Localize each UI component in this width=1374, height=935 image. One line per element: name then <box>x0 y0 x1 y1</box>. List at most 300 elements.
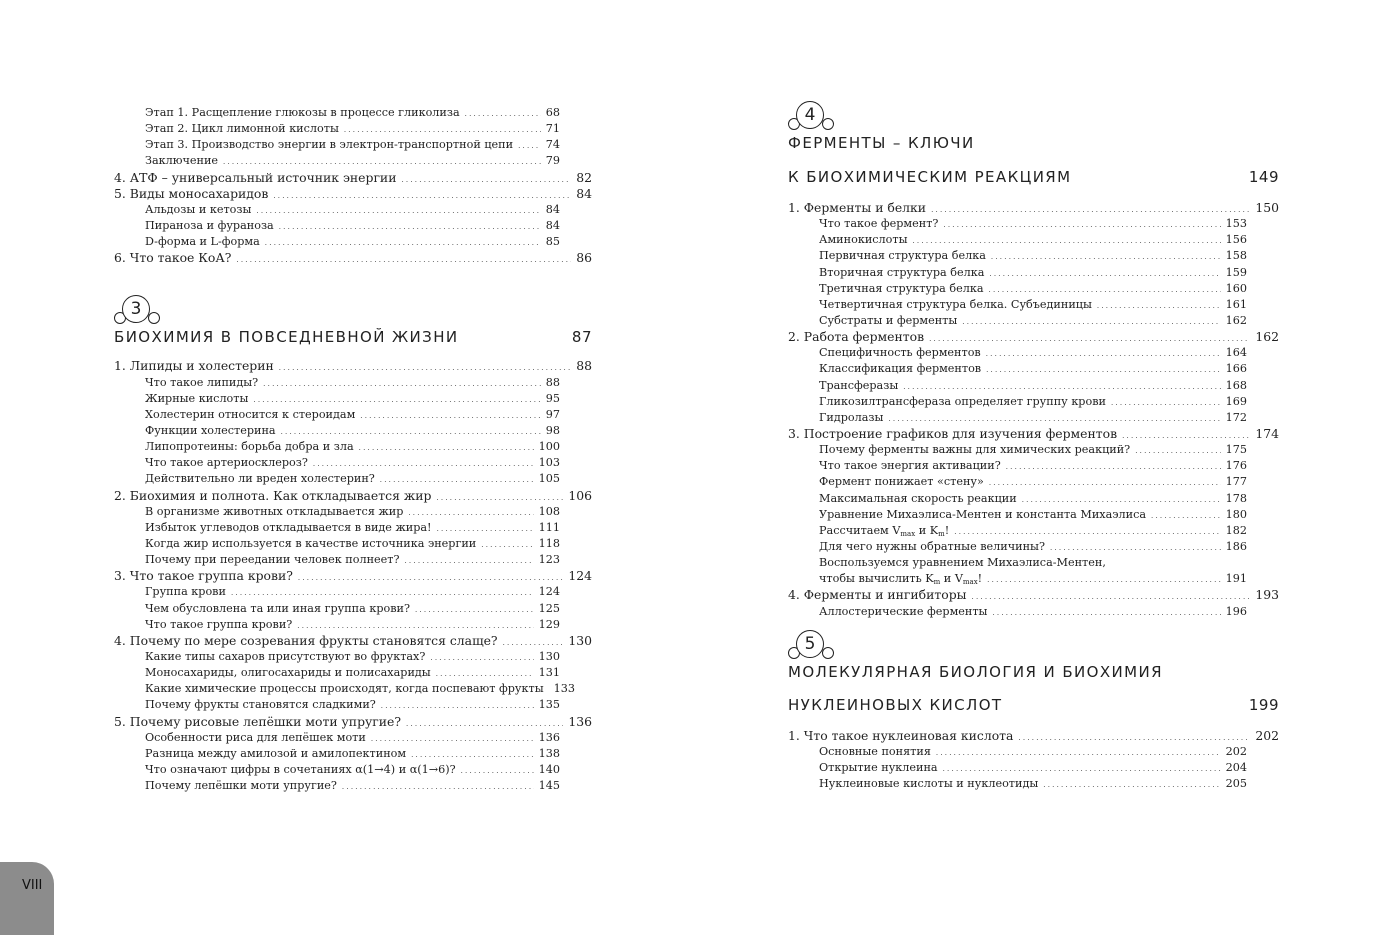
toc-subsection-entry[interactable] <box>788 776 1279 792</box>
toc-subsection-entry[interactable] <box>114 601 592 617</box>
toc-section-entry[interactable] <box>114 714 592 730</box>
chapter-5 <box>788 630 1279 793</box>
toc-section-entry[interactable] <box>788 426 1279 442</box>
toc-subsection-entry[interactable] <box>788 539 1279 555</box>
dot-leader <box>263 375 541 391</box>
dot-leader <box>381 697 534 713</box>
toc-entry-text: В организме животных откладывается жир <box>145 504 404 518</box>
dot-leader <box>404 552 533 568</box>
dot-leader <box>989 281 1221 297</box>
toc-entry-page: 138 <box>538 746 560 760</box>
toc-entry-page: 159 <box>1225 265 1247 279</box>
toc-entry-text: Что означают цифры в сочетаниях α(1→4) и α(1→6)? <box>145 762 456 776</box>
dot-leader <box>1043 776 1220 792</box>
dot-leader <box>503 633 564 649</box>
dot-leader <box>1022 491 1221 507</box>
toc-entry-page: 108 <box>538 504 560 518</box>
toc-entry-text: Альдозы и кетозы <box>145 202 252 216</box>
toc-entry-page: 136 <box>538 730 560 744</box>
toc-entry-text: Субстраты и ферменты <box>819 313 958 327</box>
toc-entry-text: Третичная структура белка <box>819 281 984 295</box>
dot-leader <box>265 234 541 250</box>
toc-entry-text: Открытие нуклеина <box>819 760 938 774</box>
dot-leader <box>903 378 1220 394</box>
dot-leader <box>415 601 534 617</box>
dot-leader <box>297 617 533 633</box>
toc-entry-page: 175 <box>1225 443 1247 457</box>
toc-entry-page: 186 <box>1225 539 1247 553</box>
toc-subsection-entry[interactable] <box>114 455 592 471</box>
toc-entry-page: 97 <box>545 407 560 421</box>
toc-entry-text: 3. Что такое группа крови? <box>114 568 293 584</box>
dot-leader <box>1111 394 1221 410</box>
chapter-title-line2[interactable] <box>788 696 1279 726</box>
chapter-title-text: К БИОХИМИЧЕСКИМ РЕАКЦИЯМ <box>788 168 1072 186</box>
formula-text: Рассчитаем V <box>819 523 901 537</box>
toc-entry-text: Почему лепёшки моти упругие? <box>145 779 337 793</box>
toc-entry-text: Основные понятия <box>819 744 931 758</box>
toc-subsection-entry[interactable] <box>114 730 592 746</box>
dot-leader <box>1122 426 1250 442</box>
toc-entry-page: 168 <box>1225 378 1247 392</box>
dot-leader <box>888 410 1220 426</box>
dot-leader <box>406 714 563 730</box>
toc-subsection-entry[interactable] <box>114 746 592 762</box>
toc-entry-page: 140 <box>538 762 560 776</box>
dot-leader <box>436 665 534 681</box>
toc-entry-page: 79 <box>545 154 560 168</box>
toc-section-chapter2-continued <box>114 105 592 266</box>
toc-entry-text: Особенности риса для лепёшек моти <box>145 730 366 744</box>
dot-leader <box>371 730 534 746</box>
toc-entry-page: 74 <box>545 138 560 152</box>
dot-leader <box>342 778 534 794</box>
toc-subsection-entry[interactable] <box>788 604 1279 620</box>
toc-entry-text: Разница между амилозой и амилопектином <box>145 746 407 760</box>
toc-entry-text: Гликозилтрансфераза определяет группу крови <box>819 394 1106 408</box>
toc-section-entry[interactable] <box>114 633 592 649</box>
toc-entry-text: Что такое липиды? <box>145 375 259 389</box>
toc-entry-text: Пираноза и фураноза <box>145 218 274 232</box>
toc-section-entry[interactable] <box>114 186 592 202</box>
toc-entry-text: Чем обусловлена та или иная группа крови? <box>145 601 410 615</box>
toc-entry-line <box>788 555 1279 571</box>
toc-subsection-entry[interactable] <box>788 248 1279 264</box>
toc-entry-page: 150 <box>1255 200 1279 215</box>
dot-leader <box>298 568 563 584</box>
chapter-page-number: 87 <box>571 328 592 347</box>
toc-section-entry[interactable] <box>788 728 1279 744</box>
toc-entry-page: 145 <box>538 779 560 793</box>
toc-subsection-entry[interactable] <box>114 536 592 552</box>
formula-text: чтобы вычислить K <box>819 572 934 586</box>
toc-subsection-entry[interactable] <box>114 234 592 250</box>
toc-entry-text: Жирные кислоты <box>145 391 249 405</box>
toc-entry-page: 166 <box>1225 362 1247 376</box>
dot-leader <box>991 248 1221 264</box>
formula-text: и V <box>940 572 963 586</box>
toc-entry-page: 191 <box>1225 572 1247 586</box>
toc-entry-text: Что такое фермент? <box>819 217 939 231</box>
chapter-page-number: 199 <box>1248 695 1279 714</box>
toc-subsection-entry[interactable] <box>788 571 1279 587</box>
dot-leader <box>1006 458 1221 474</box>
toc-subsection-entry[interactable] <box>114 617 592 633</box>
toc-entry-text: Почему фрукты становятся сладкими? <box>145 698 376 712</box>
toc-entry-page: 172 <box>1225 410 1247 424</box>
toc-entry-page: 158 <box>1225 249 1247 263</box>
dot-leader <box>279 218 541 234</box>
toc-entry-text: Трансферазы <box>819 378 899 392</box>
dot-leader <box>273 186 571 202</box>
dot-leader <box>962 313 1220 329</box>
dot-leader <box>954 523 1220 539</box>
toc-entry-page: 82 <box>576 169 592 185</box>
toc-entry-text: Группа крови <box>145 585 226 599</box>
toc-entry-text: Уравнение Михаэлиса-Ментен и константа Михаэлиса <box>819 507 1147 521</box>
toc-subsection-entry[interactable] <box>788 281 1279 297</box>
toc-entry-page: 100 <box>538 440 560 454</box>
formula-text: ! <box>944 523 950 537</box>
subscript: max <box>900 529 916 538</box>
toc-entry-text: Гидролазы <box>819 410 884 424</box>
toc-entry-page: 85 <box>545 235 560 249</box>
toc-subsection-entry[interactable] <box>114 681 592 697</box>
toc-subsection-entry[interactable] <box>114 504 592 520</box>
chapter-title-text: ФЕРМЕНТЫ – КЛЮЧИ <box>788 134 975 152</box>
chapter-3 <box>114 295 592 794</box>
toc-entry-text: Какие химические процессы происходят, когда поспевают фрукты <box>145 682 544 696</box>
dot-leader <box>989 474 1221 490</box>
toc-entry-page: 162 <box>1255 329 1279 345</box>
toc-entry-page: 164 <box>1225 346 1247 360</box>
toc-subsection-entry[interactable] <box>114 665 592 681</box>
toc-entry-page: 84 <box>545 202 560 216</box>
dot-leader <box>1097 297 1221 313</box>
chapter-title[interactable] <box>114 328 592 356</box>
toc-subsection-entry[interactable] <box>114 391 592 407</box>
dot-leader <box>359 439 534 455</box>
toc-entry-text: Что такое энергия активации? <box>819 459 1001 473</box>
toc-entry-page: 193 <box>1255 587 1279 603</box>
dot-leader <box>430 649 533 665</box>
toc-section-entry[interactable] <box>114 358 592 374</box>
toc-entry-page: 161 <box>1225 297 1247 311</box>
toc-subsection-entry[interactable] <box>788 313 1279 329</box>
toc-entry-page: 131 <box>538 666 560 680</box>
dot-leader <box>1151 507 1221 523</box>
toc-subsection-entry[interactable] <box>114 121 592 137</box>
toc-entry-text: 2. Работа ферментов <box>788 329 925 345</box>
toc-entry-text: Этап 2. Цикл лимонной кислоты <box>145 122 339 136</box>
toc-entry-page: 71 <box>545 122 560 136</box>
toc-entry-text: Что такое артериосклероз? <box>145 456 308 470</box>
toc-subsection-entry[interactable] <box>114 649 592 665</box>
toc-entry-page: 205 <box>1225 777 1247 791</box>
dot-leader <box>236 250 571 266</box>
dot-leader <box>943 216 1220 232</box>
subscript: m <box>938 529 945 538</box>
toc-entry-page: 178 <box>1225 491 1247 505</box>
toc-entry-text: 1. Что такое нуклеиновая кислота <box>788 727 1014 743</box>
toc-entry-text: 4. АТФ – универсальный источник энергии <box>114 169 397 185</box>
toc-entry-page: 182 <box>1225 523 1247 537</box>
page-number: VIII <box>22 878 43 893</box>
chapter-5-entries <box>788 728 1279 793</box>
dot-leader <box>408 504 533 520</box>
toc-entry-text: 4. Ферменты и ингибиторы <box>788 587 967 603</box>
toc-subsection-entry[interactable] <box>788 265 1279 281</box>
toc-entry-page: 86 <box>576 250 592 266</box>
toc-entry-text: Для чего нужны обратные величины? <box>819 539 1045 553</box>
toc-entry-text: Фермент понижает «стену» <box>819 475 984 489</box>
chapter-title-text: БИОХИМИЯ В ПОВСЕДНЕВНОЙ ЖИЗНИ <box>114 328 459 347</box>
dot-leader <box>231 584 534 600</box>
dot-leader <box>279 358 571 374</box>
left-toc-column <box>114 105 592 794</box>
toc-entry-text: Аминокислоты <box>819 233 908 247</box>
toc-entry-text: Нуклеиновые кислоты и нуклеотиды <box>819 777 1039 791</box>
toc-subsection-entry[interactable] <box>114 137 592 153</box>
toc-entry-page: 118 <box>538 536 560 550</box>
toc-entry-page: 202 <box>1255 727 1279 743</box>
toc-entry-text: Максимальная скорость реакции <box>819 491 1017 505</box>
toc-entry-text: Моносахариды, олигосахариды и полисахариды <box>145 666 431 680</box>
right-page <box>687 0 1374 935</box>
toc-subsection-entry[interactable] <box>788 297 1279 313</box>
chapter-title-line2[interactable] <box>788 168 1279 198</box>
toc-entry-text: Этап 3. Производство энергии в электрон-транспортной цепи <box>145 138 514 152</box>
toc-entry-page: 88 <box>545 375 560 389</box>
toc-subsection-entry[interactable] <box>788 474 1279 490</box>
toc-subsection-entry[interactable] <box>114 202 592 218</box>
dot-leader <box>313 455 534 471</box>
toc-entry-page: 84 <box>576 185 592 201</box>
toc-subsection-entry[interactable] <box>788 378 1279 394</box>
dot-leader <box>929 329 1250 345</box>
toc-entry-page: 177 <box>1225 475 1247 489</box>
toc-entry-text: Почему при переедании человек полнеет? <box>145 553 400 567</box>
toc-entry-page: 123 <box>538 553 560 567</box>
right-toc-column <box>788 101 1279 792</box>
toc-subsection-entry[interactable] <box>788 361 1279 377</box>
toc-entry-text: Первичная структура белка <box>819 249 986 263</box>
toc-entry-page: 88 <box>576 358 592 374</box>
dot-leader <box>360 407 540 423</box>
toc-entry-page: 169 <box>1225 394 1247 408</box>
toc-entry-page: 156 <box>1225 233 1247 247</box>
toc-entry-page: 111 <box>538 520 560 534</box>
toc-entry-page: 153 <box>1225 217 1247 231</box>
toc-entry-text: Действительно ли вреден холестерин? <box>145 472 375 486</box>
toc-subsection-entry[interactable] <box>788 760 1279 776</box>
toc-entry-text: Холестерин относится к стероидам <box>145 407 356 421</box>
toc-entry-page: 196 <box>1225 604 1247 618</box>
chapter-number-badge: 4 <box>788 101 848 135</box>
toc-subsection-entry[interactable] <box>114 218 592 234</box>
toc-entry-text: Аллостерические ферменты <box>819 604 988 618</box>
toc-entry-text: Четвертичная структура белка. Субъединицы <box>819 297 1092 311</box>
toc-entry-page: 105 <box>538 472 560 486</box>
toc-entry-text: 6. Что такое КоА? <box>114 250 232 266</box>
chapter-3-entries <box>114 358 592 794</box>
toc-entry-page: 95 <box>545 391 560 405</box>
toc-entry-text: Когда жир используется в качестве источника энергии <box>145 536 477 550</box>
toc-entry-text <box>819 523 949 539</box>
toc-entry-text: Липопротеины: борьба добра и зла <box>145 440 354 454</box>
toc-entry-text: D-форма и L-форма <box>145 235 260 249</box>
toc-entry-page: 162 <box>1225 313 1247 327</box>
chapter-number-badge: 5 <box>788 630 848 664</box>
dot-leader <box>912 232 1220 248</box>
chapter-number-badge: 3 <box>114 295 174 329</box>
dot-leader <box>465 105 541 121</box>
dot-leader <box>986 361 1221 377</box>
toc-subsection-entry[interactable] <box>788 216 1279 232</box>
toc-subsection-entry[interactable] <box>114 407 592 423</box>
toc-entry-page: 174 <box>1255 425 1279 441</box>
dot-leader <box>344 121 541 137</box>
toc-section-entry[interactable] <box>114 170 592 186</box>
chapter-title-line1[interactable] <box>788 663 1279 696</box>
toc-subsection-entry[interactable] <box>788 232 1279 248</box>
toc-subsection-entry[interactable] <box>788 410 1279 426</box>
toc-entry-text: Специфичность ферментов <box>819 346 981 360</box>
toc-entry-page: 136 <box>568 713 592 729</box>
dot-leader <box>518 137 541 153</box>
toc-section-entry[interactable] <box>114 250 592 266</box>
toc-entry-page: 176 <box>1225 459 1247 473</box>
toc-subsection-entry[interactable] <box>114 105 592 121</box>
toc-entry-text: 2. Биохимия и полнота. Как откладывается жир <box>114 487 432 503</box>
dot-leader <box>281 423 541 439</box>
toc-subsection-entry[interactable] <box>788 491 1279 507</box>
toc-subsection-entry[interactable] <box>114 552 592 568</box>
dot-leader <box>436 488 563 504</box>
dot-leader <box>1018 728 1250 744</box>
toc-entry-page: 124 <box>538 585 560 599</box>
toc-subsection-entry[interactable] <box>114 423 592 439</box>
toc-entry-text: 1. Липиды и холестерин <box>114 358 274 374</box>
toc-subsection-entry[interactable] <box>788 394 1279 410</box>
toc-entry-page: 133 <box>553 682 575 696</box>
toc-section-entry[interactable] <box>788 329 1279 345</box>
toc-section-entry[interactable] <box>114 488 592 504</box>
toc-entry-text: Заключение <box>145 154 219 168</box>
toc-section-entry[interactable] <box>788 200 1279 216</box>
toc-entry-text: Что такое группа крови? <box>145 617 293 631</box>
toc-entry-page: 84 <box>545 218 560 232</box>
dot-leader <box>987 571 1220 587</box>
toc-subsection-entry[interactable] <box>114 471 592 487</box>
toc-subsection-entry[interactable] <box>114 778 592 794</box>
chapter-title-text: МОЛЕКУЛЯРНАЯ БИОЛОГИЯ И БИОХИМИЯ <box>788 662 1163 681</box>
toc-subsection-entry[interactable] <box>114 584 592 600</box>
dot-leader <box>411 746 534 762</box>
dot-leader <box>972 587 1251 603</box>
formula-text: и K <box>915 523 939 537</box>
toc-entry-text: 5. Почему рисовые лепёшки моти упругие? <box>114 713 402 729</box>
toc-subsection-entry[interactable] <box>114 520 592 536</box>
dot-leader <box>986 345 1221 361</box>
toc-entry-page: 202 <box>1225 744 1247 758</box>
chapter-page-number: 149 <box>1248 168 1279 186</box>
chapter-4-entries <box>788 200 1279 620</box>
toc-entry-page: 125 <box>538 601 560 615</box>
toc-entry-text: 5. Виды моносахаридов <box>114 185 269 201</box>
toc-entry-page: 135 <box>538 698 560 712</box>
dot-leader <box>931 200 1250 216</box>
toc-entry-text: Почему ферменты важны для химических реакций? <box>819 443 1131 457</box>
toc-subsection-entry[interactable] <box>788 442 1279 458</box>
toc-entry-text: 3. Построение графиков для изучения ферментов <box>788 425 1118 441</box>
formula-text: ! <box>977 572 983 586</box>
chapter-4 <box>788 101 1279 620</box>
toc-entry-page: 130 <box>568 632 592 648</box>
dot-leader <box>936 744 1221 760</box>
toc-entry-page: 160 <box>1225 281 1247 295</box>
subscript: max <box>962 578 978 587</box>
dot-leader <box>401 170 571 186</box>
toc-entry-text: Классификация ферментов <box>819 362 982 376</box>
toc-entry-text: 1. Ферменты и белки <box>788 200 927 215</box>
toc-subsection-entry[interactable] <box>788 458 1279 474</box>
dot-leader <box>380 471 534 487</box>
dot-leader <box>256 202 540 218</box>
toc-subsection-entry[interactable] <box>114 153 592 169</box>
toc-section-entry[interactable] <box>114 568 592 584</box>
toc-entry-text: Этап 1. Расщепление глюкозы в процессе гликолиза <box>145 106 460 119</box>
dot-leader <box>437 520 534 536</box>
dot-leader <box>461 762 534 778</box>
toc-entry-text: Функции холестерина <box>145 423 276 437</box>
toc-entry-page: 180 <box>1225 507 1247 521</box>
dot-leader <box>481 536 533 552</box>
toc-subsection-entry[interactable] <box>788 345 1279 361</box>
toc-subsection-entry[interactable] <box>114 375 592 391</box>
toc-entry-page: 204 <box>1225 760 1247 774</box>
toc-entry-text: Вторичная структура белка <box>819 265 985 279</box>
dot-leader <box>253 391 540 407</box>
toc-subsection-entry[interactable] <box>788 507 1279 523</box>
toc-entry-text: Какие типы сахаров присутствуют во фруктах? <box>145 649 426 663</box>
toc-subsection-entry[interactable] <box>114 697 592 713</box>
toc-entry-page: 129 <box>538 617 560 631</box>
dot-leader <box>943 760 1221 776</box>
dot-leader <box>992 604 1220 620</box>
toc-entry-text: Избыток углеводов откладывается в виде жира! <box>145 520 432 534</box>
toc-entry-text: Воспользуемся уравнением Михаэлиса-Ментен, <box>819 556 1106 570</box>
toc-entry-page: 98 <box>545 423 560 437</box>
toc-entry-page: 103 <box>538 456 560 470</box>
toc-entry-page: 124 <box>568 568 592 584</box>
toc-entry-text <box>819 571 982 587</box>
chapter-title-text: НУКЛЕИНОВЫХ КИСЛОТ <box>788 695 1003 714</box>
dot-leader <box>989 265 1220 281</box>
toc-entry-page: 106 <box>568 487 592 503</box>
page-number-tab <box>0 862 54 935</box>
toc-subsection-entry[interactable] <box>788 744 1279 760</box>
toc-section-entry[interactable] <box>788 587 1279 603</box>
subscript: m <box>933 578 941 587</box>
toc-subsection-entry[interactable] <box>788 523 1279 539</box>
toc-subsection-entry[interactable] <box>114 762 592 778</box>
chapter-title-line1[interactable] <box>788 134 1279 168</box>
dot-leader <box>223 153 541 169</box>
toc-entry-page: 68 <box>545 106 560 119</box>
dot-leader <box>1050 539 1221 555</box>
toc-subsection-entry[interactable] <box>114 439 592 455</box>
